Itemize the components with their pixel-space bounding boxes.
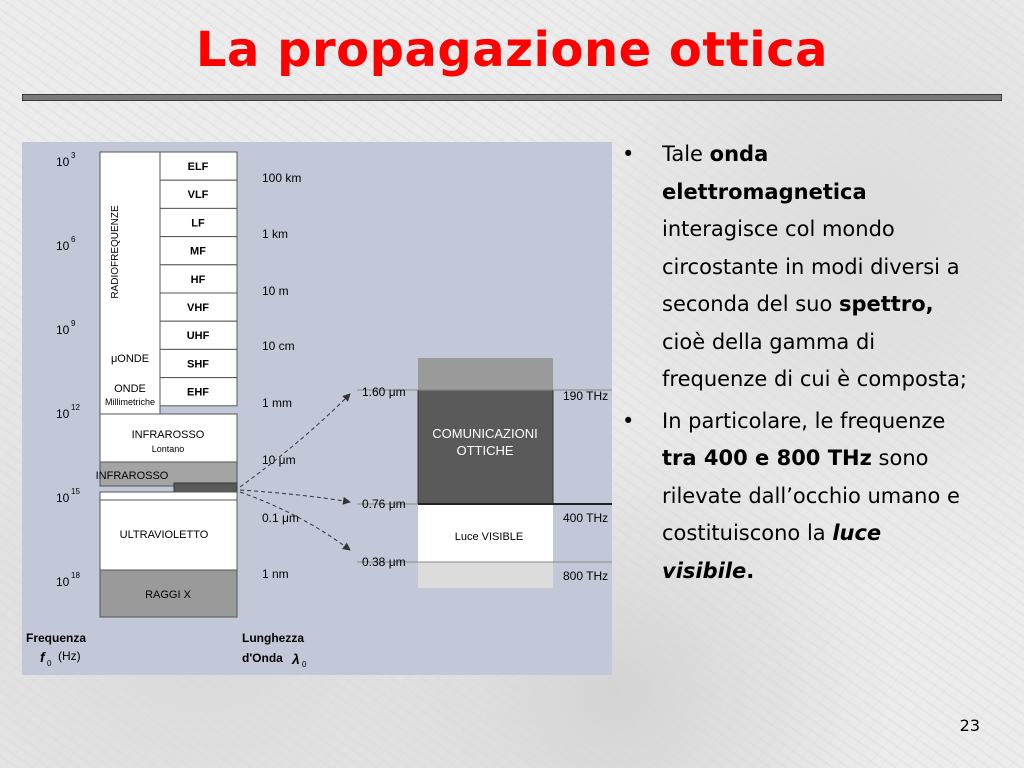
- wavelength-label: 100 km: [262, 171, 302, 185]
- freq-tick-base: 10: [56, 155, 70, 169]
- zoom-frequency-label: 190 THz: [563, 389, 609, 403]
- frequenza-caption: Frequenza: [26, 631, 87, 645]
- zoom-bottom-band: [418, 562, 553, 588]
- luce-visibile-label: Luce VISIBLE: [454, 531, 524, 543]
- zoom-wavelength-labels: [362, 385, 406, 569]
- monde-label: μONDE: [110, 353, 150, 365]
- band-label-vlf: VLF: [187, 189, 209, 202]
- bullet-text-run: tra 400 e 800 THz: [662, 446, 872, 470]
- band-label-mf: MF: [190, 245, 206, 258]
- bullet-text-run: cioè della gamma di frequenze di cui è composta;: [662, 329, 967, 391]
- freq-tick-exponent: 18: [71, 571, 80, 580]
- arrow-to-0-76um: [240, 490, 350, 502]
- bullet-2: [622, 403, 967, 591]
- zoom-wavelength-label: 0.38 μm: [362, 555, 406, 569]
- freq-tick-base: 10: [56, 491, 70, 505]
- radiofrequenze-label: RADIOFREQUENZE: [110, 205, 121, 299]
- bullet-text-run: In particolare, le frequenze: [662, 408, 946, 433]
- raggi-x-label: RAGGI X: [145, 589, 191, 601]
- zoom-top-band: [418, 358, 553, 390]
- infrarosso-lontano-label: INFRAROSSO: [131, 429, 205, 441]
- freq-tick-base: 10: [56, 575, 70, 589]
- lambda-symbol: λ: [292, 651, 300, 667]
- radio-bands: [160, 152, 237, 406]
- radiofrequency-column: [100, 152, 160, 414]
- zoom-wavelength-label: 1.60 μm: [362, 385, 406, 399]
- band-label-elf: ELF: [187, 161, 209, 173]
- lontano-label: Lontano: [151, 444, 185, 454]
- lambda-subscript: 0: [302, 660, 307, 669]
- freq-tick-base: 10: [56, 239, 70, 253]
- millimetriche-label: Millimetriche: [104, 397, 156, 407]
- ottiche-label: OTTICHE: [456, 443, 514, 458]
- comunicazioni-label: COMUNICAZIONI: [432, 426, 538, 441]
- band-label-shf: SHF: [187, 358, 209, 371]
- frequency-axis: [56, 151, 80, 589]
- bullet-marker: •: [622, 408, 635, 433]
- bullet-text-run: interagisce col mondo circostante in modi diversi a seconda del suo: [662, 217, 960, 316]
- band-label-lf: LF: [191, 217, 205, 230]
- spectrum-svg: [22, 142, 612, 675]
- band-label-uhf: UHF: [186, 330, 210, 343]
- page-number: 23: [959, 716, 980, 735]
- freq-tick-exponent: 9: [71, 319, 76, 328]
- ultravioletto-label: ULTRAVIOLETTO: [119, 529, 209, 541]
- infrarosso-label: INFRAROSSO: [95, 470, 169, 482]
- wavelength-label: 1 km: [262, 227, 289, 241]
- bullet-text-run: Tale: [662, 142, 710, 166]
- bullet-text-run: onda elettromagnetica: [662, 142, 867, 204]
- visible-band-marker: [174, 483, 237, 492]
- title-divider: [22, 94, 1002, 101]
- donda-caption: d'Onda: [242, 651, 283, 665]
- wavelength-label: 10 μm: [262, 453, 296, 467]
- freq-tick-exponent: 6: [71, 235, 76, 244]
- zoom-frequency-labels: [563, 389, 608, 583]
- bullet-text-run: spettro,: [838, 292, 934, 316]
- arrow-to-1-60um: [240, 394, 350, 487]
- hz-label: (Hz): [58, 649, 81, 663]
- wavelength-axis: [262, 171, 301, 581]
- onde-label: ONDE: [114, 383, 146, 395]
- wavelength-label: 10 cm: [262, 339, 295, 353]
- band-label-ehf: EHF: [187, 386, 209, 399]
- freq-tick-exponent: 15: [71, 487, 80, 496]
- slide-title: La propagazione ottica: [195, 22, 829, 78]
- bullet-text-run: sono rilevate dall’occhio umano e costituiscono la: [662, 446, 960, 545]
- f0-symbol: f: [40, 649, 45, 665]
- wavelength-label: 1 nm: [262, 567, 289, 581]
- electromagnetic-spectrum-figure: [22, 142, 612, 675]
- gap-band: [100, 492, 237, 500]
- zoom-frequency-label: 800 THz: [563, 569, 609, 583]
- lunghezza-caption: Lunghezza: [242, 631, 304, 645]
- freq-tick-base: 10: [56, 323, 70, 337]
- wavelength-label: 10 m: [262, 284, 289, 298]
- bullet-text-run: .: [746, 558, 755, 583]
- bullet-marker: •: [622, 142, 635, 166]
- f0-subscript: 0: [47, 659, 52, 668]
- freq-tick-base: 10: [56, 407, 70, 421]
- bullet-list: [622, 136, 967, 594]
- wavelength-label: 0.1 μm: [262, 511, 299, 525]
- freq-tick-exponent: 12: [71, 403, 80, 412]
- band-label-vhf: VHF: [187, 302, 209, 314]
- zoom-wavelength-label: 0.76 μm: [362, 497, 406, 511]
- bullet-text-run: luce visibile: [662, 521, 882, 583]
- freq-tick-exponent: 3: [71, 151, 76, 160]
- band-label-hf: HF: [190, 273, 206, 286]
- bullet-1: [622, 136, 967, 399]
- zoom-frequency-label: 400 THz: [563, 511, 609, 525]
- wavelength-label: 1 mm: [262, 396, 292, 410]
